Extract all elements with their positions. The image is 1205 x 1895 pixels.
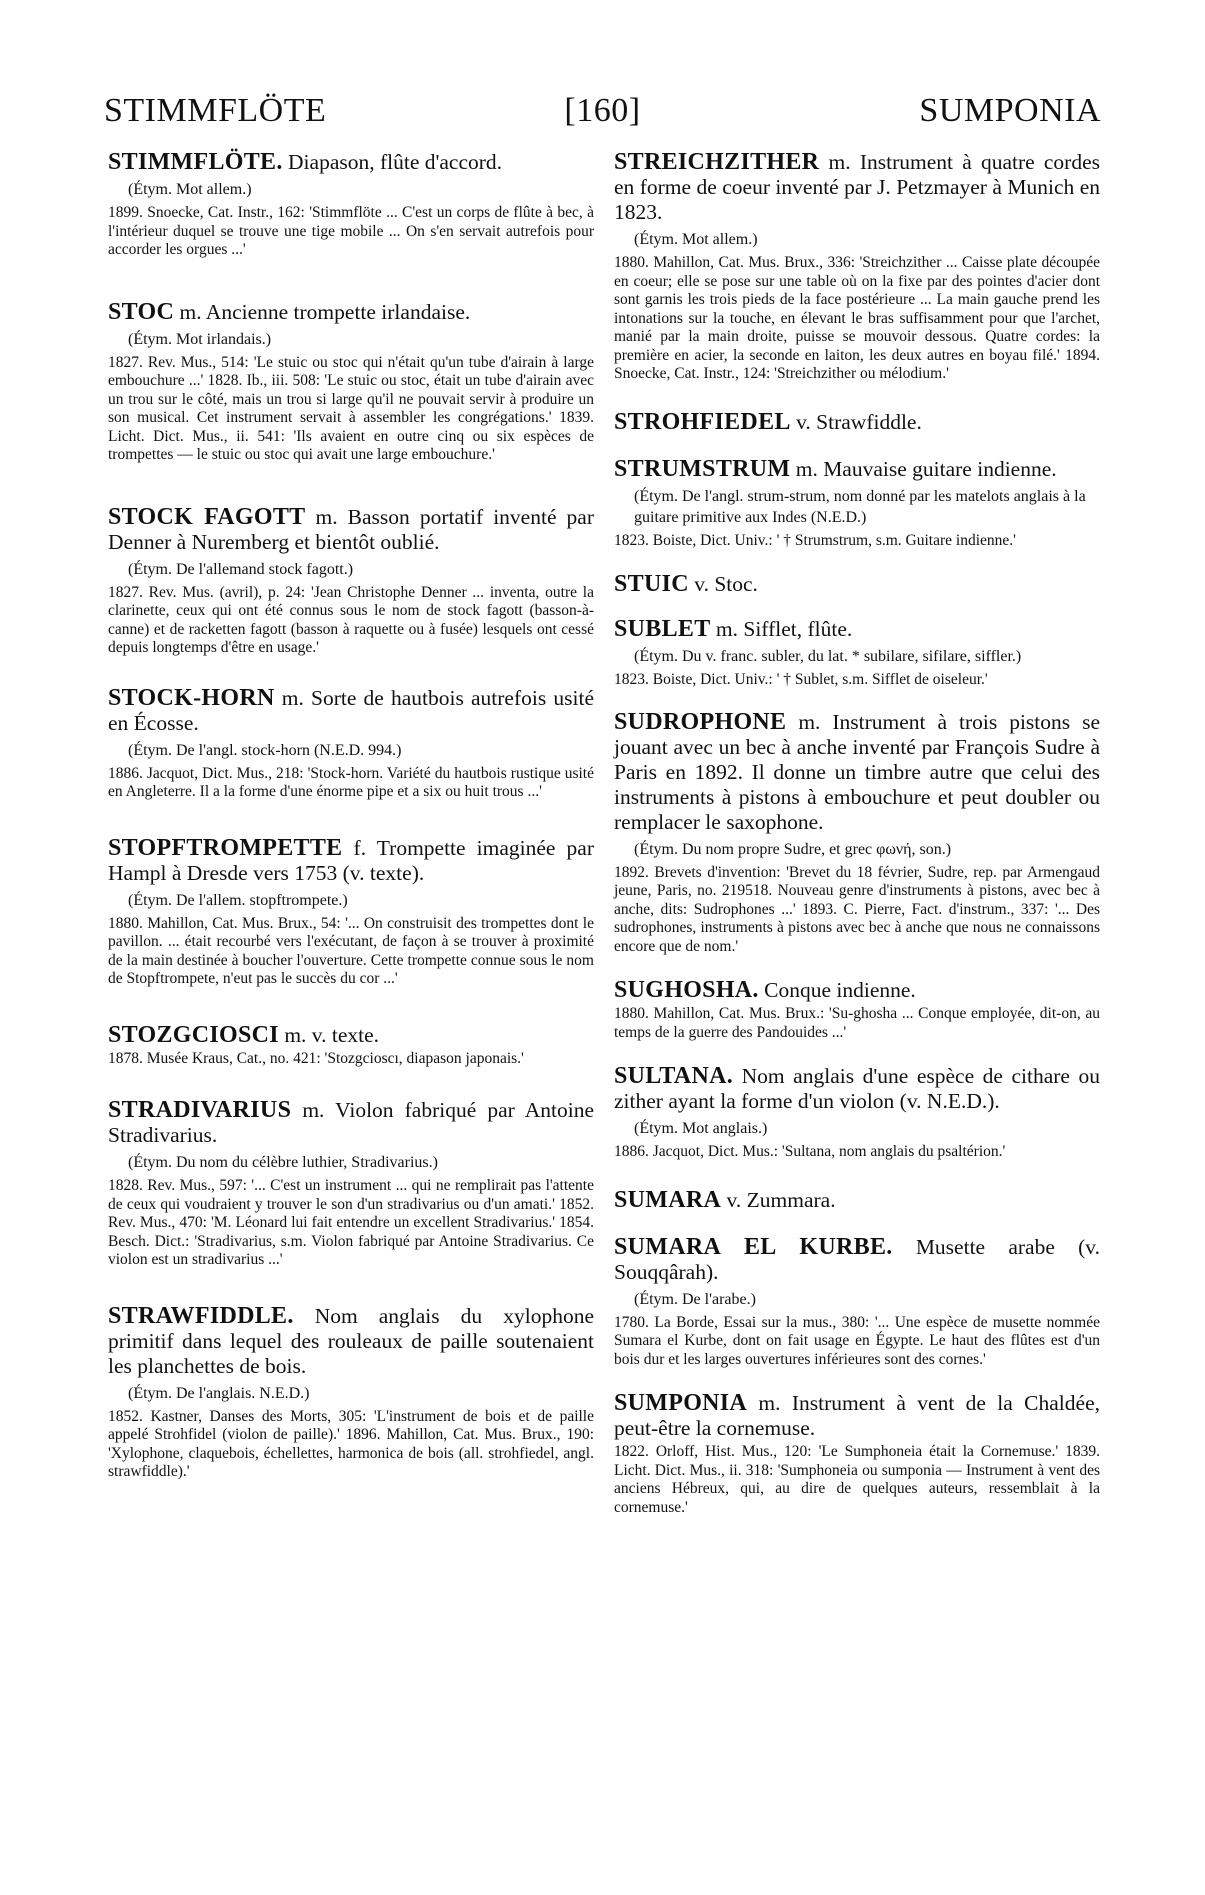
dictionary-entry: [614, 978, 1100, 1042]
definition: v. Strawfiddle.: [790, 409, 922, 434]
dictionary-entry: [614, 572, 1100, 597]
dictionary-entry: [108, 686, 594, 802]
dictionary-entry: [614, 1064, 1100, 1162]
definition: Conque indienne.: [758, 978, 916, 1002]
headword: STOCK FAGOTT: [108, 503, 306, 530]
headword: STOZGCIOSCI: [108, 1021, 279, 1048]
definition: Musette arabe (v. Souqqârah).: [614, 1234, 1100, 1284]
entry-heading: [108, 836, 594, 886]
definition: m. Sorte de hautbois autrefois usité en Écosse.: [108, 685, 594, 735]
citations: 1880. Mahillon, Cat. Mus. Brux., 54: '... On construisit des trompettes dont le pavillon. ... était recourbé vers l'exécutant, de façon à se trouver à proximité de la main destinée à boucher l'ouverture. Cette trompette connue sous le nom de Stopftrompete, n'eut pas le succès du cor ...': [108, 914, 594, 987]
definition: m. Sifflet, flûte.: [710, 617, 853, 641]
citations: 1827. Rev. Mus. (avril), p. 24: 'Jean Christophe Denner ... inventa, outre la clarinette, ceux qui ont été connus sous le nom de stock fagott (basson-à-canne) et de racketten fagott (basson à raquette ou à fusée) lesquels ont cessé depuis longtemps d'être en usage.': [108, 583, 594, 656]
etymology: (Étym. Mot allem.): [128, 181, 252, 198]
entry-heading: [614, 1064, 1100, 1114]
running-head: [104, 92, 1101, 142]
left-column: [108, 150, 594, 1482]
entry-heading: [614, 978, 1100, 1003]
etymology: (Étym. Mot irlandais.): [128, 330, 272, 348]
entry-heading: [108, 505, 594, 555]
entry-heading: [614, 410, 1100, 435]
entry-heading: [614, 1391, 1100, 1441]
definition: Diapason, flûte d'accord.: [282, 150, 503, 174]
citations: 1823. Boiste, Dict. Univ.: ' † Sublet, s.m. Sifflet de oiseleur.': [614, 671, 988, 688]
etymology: (Étym. Mot allem.): [634, 231, 758, 248]
entry-heading: [614, 572, 1100, 597]
headword: STRADIVARIUS: [108, 1097, 292, 1123]
dictionary-entry: [614, 710, 1100, 957]
entry-heading: [614, 1188, 1100, 1213]
citations: 1880. Mahillon, Cat. Mus. Brux.: 'Su-ghosha ... Conque employée, dit-on, au temps de la guerre des Pandouides ...': [614, 1005, 1100, 1041]
dictionary-entry: [614, 617, 1100, 690]
headword: SUGHOSHA.: [614, 977, 759, 1003]
citations: 1880. Mahillon, Cat. Mus. Brux., 336: 'Streichzither ... Caisse plate découpée en coeur; elle se pose sur une table où on la fixe par des pointes d'acier dont sont garnis les trois pieds de la face postérieure ... La main gauche prend les intonations sur la touche, en élevant le bras suffisamment pour que l'archet, manié par la main droite, puisse se mouvoir dessous. Quatre cordes: la première en acier, la seconde en laiton, les deux autres en boyau filé.' 1894. Snoecke, Cat. Instr., 124: 'Streichzither ou mélodium.': [614, 254, 1100, 382]
headword: SUMARA: [614, 1186, 722, 1213]
entry-heading: [614, 617, 1100, 642]
etymology: (Étym. De l'allemand stock fagott.): [128, 560, 354, 578]
entry-heading: [108, 1023, 594, 1048]
headword: STROHFIEDEL: [614, 408, 791, 435]
citations: 1822. Orloff, Hist. Mus., 120: 'Le Sumphoneia était la Cornemuse.' 1839. Licht. Dict. Mus., ii. 318: 'Sumphoneia ou sumponia — Instrument à vent des anciens Hébreux, qui, au dire de quelques auteurs, ressemblait à la cornemuse.': [614, 1443, 1100, 1516]
headword: SULTANA.: [614, 1063, 734, 1089]
headword: STREICHZITHER: [614, 149, 820, 175]
citations: 1892. Brevets d'invention: 'Brevet du 18 février, Sudre, rep. par Armengaud jeune, Paris, no. 219518. Nouveau genre d'instruments à pistons, avec bec à anche, dits: Sudrophones ...' 1893. C. Pierre, Fact. d'instrum., 337: '... Des sudrophones, instruments à pistons avec bec à anche que nous ne connaissons encore que de nom.': [614, 863, 1100, 955]
headword: STUIC: [614, 571, 689, 597]
citations: 1886. Jacquot, Dict. Mus., 218: 'Stock-horn. Variété du hautbois rustique usité en Angleterre. Il a la forme d'une énorme pipe et a six ou huit trous ...': [108, 764, 594, 800]
headword: STOPFTROMPETTE: [108, 834, 343, 861]
etymology: (Étym. De l'angl. strum-strum, nom donné par les matelots anglais à la guitare primitive aux Indes (N.E.D.): [634, 487, 1086, 526]
etymology: (Étym. Du v. franc. subler, du lat. * subilare, sifilare, siffler.): [634, 648, 1022, 665]
definition: m. Basson portatif inventé par Denner à Nuremberg et bientôt oublié.: [108, 504, 594, 554]
entry-heading: [108, 300, 594, 325]
etymology: (Étym. Du nom du célèbre luthier, Stradivarius.): [128, 1154, 438, 1171]
running-head-left: STIMMFLÖTE: [104, 92, 327, 129]
headword: STOC: [108, 298, 175, 325]
running-head-right: SUMPONIA: [919, 92, 1101, 129]
headword: STIMMFLÖTE.: [108, 149, 283, 175]
dictionary-entry: [108, 1023, 594, 1069]
dictionary-entry: [614, 1188, 1100, 1213]
definition: f. Trompette imaginée par Hampl à Dresde vers 1753 (v. texte).: [108, 835, 594, 885]
citations: 1780. La Borde, Essai sur la mus., 380: '... Une espèce de musette nommée Sumara el Kurbe, dont on fait usage en Égypte. Le haut des flûtes est d'un bois dur et les larges ouvertures inférieures sont des cornes.': [614, 1313, 1100, 1368]
etymology: (Étym. Mot anglais.): [634, 1120, 768, 1137]
entry-heading: [614, 457, 1100, 482]
headword: SUMPONIA: [614, 1390, 748, 1416]
definition: m. Instrument à vent de la Chaldée, peut-être la cornemuse.: [614, 1391, 1100, 1440]
entry-heading: [614, 1235, 1100, 1285]
etymology: (Étym. De l'arabe.): [634, 1290, 756, 1308]
dictionary-entry: [108, 505, 594, 658]
headword: STRUMSTRUM: [614, 455, 791, 482]
definition: m. Mauvaise guitare indienne.: [790, 456, 1057, 481]
citations: 1852. Kastner, Danses des Morts, 305: 'L'instrument de bois et de paille appelé Strohfidel (violon de paille).' 1896. Mahillon, Cat. Mus. Brux., 190: 'Xylophone, claquebois, échellettes, harmonica de bois (all. strohfiedel, angl. strawfiddle).': [108, 1407, 594, 1480]
dictionary-entry: [108, 1304, 594, 1482]
definition: m. v. texte.: [278, 1022, 380, 1047]
dictionary-entry: [614, 1391, 1100, 1517]
citations: 1827. Rev. Mus., 514: 'Le stuic ou stoc qui n'était qu'un tube d'airain à large embouchure ...' 1828. Ib., iii. 508: 'Le stuic ou stoc, était un tube d'airain avec un trou sur le côté, mais un trou si large qu'il ne pouvait servir à produire un son musical. Cet instrument servait à assembler les congrégations.' 1839. Licht. Dict. Mus., ii. 541: 'Ils avaient en outre cinq ou six espèces de trompettes — le stuic ou stoc qui avait une large embouchure.': [108, 353, 594, 463]
citations: 1886. Jacquot, Dict. Mus.: 'Sultana, nom anglais du psaltérion.': [614, 1143, 1006, 1160]
headword: STRAWFIDDLE.: [108, 1302, 294, 1329]
definition: m. Violon fabriqué par Antoine Stradivarius.: [108, 1098, 594, 1147]
page-number: [160]: [564, 92, 641, 129]
definition: m. Instrument à trois pistons se jouant avec un bec à anche inventé par François Sudre à Paris en 1892. Il donne un timbre autre que celui des instruments à pistons à embouchure et peut doubler ou remplacer le saxophone.: [614, 709, 1100, 834]
definition: v. Zummara.: [721, 1187, 836, 1212]
definition: m. Instrument à quatre cordes en forme de coeur inventé par J. Petzmayer à Munich en 1823.: [614, 150, 1100, 224]
citations: 1899. Snoecke, Cat. Instr., 162: 'Stimmflöte ... C'est un corps de flûte à bec, à l'intérieur duquel se trouve une tige mobile ... On s'en servait autrefois pour accorder les orgues ...': [108, 204, 594, 258]
headword: SUDROPHONE: [614, 708, 787, 735]
citations: 1823. Boiste, Dict. Univ.: ' † Strumstrum, s.m. Guitare indienne.': [614, 531, 1016, 549]
etymology: (Étym. De l'allem. stopftrompete.): [128, 891, 348, 909]
entry-heading: [108, 1098, 594, 1148]
entry-heading: [614, 150, 1100, 225]
entry-heading: [108, 686, 594, 736]
entry-heading: [108, 1304, 594, 1379]
dictionary-entry: [108, 836, 594, 989]
dictionary-entry: [614, 457, 1100, 551]
citations: 1878. Musée Kraus, Cat., no. 421: 'Stozgcioscı, diapason japonais.': [108, 1049, 524, 1067]
definition: m. Ancienne trompette irlandaise.: [174, 299, 471, 324]
etymology: (Étym. De l'angl. stock-horn (N.E.D. 994.): [128, 741, 402, 759]
definition: Nom anglais d'une espèce de cithare ou zither ayant la forme d'un violon (v. N.E.D.).: [614, 1064, 1100, 1113]
entry-heading: [614, 710, 1100, 835]
dictionary-entry: [108, 300, 594, 465]
dictionary-entry: [108, 150, 594, 260]
right-column: [614, 150, 1100, 1517]
etymology: (Étym. Du nom propre Sudre, et grec φωνή, son.): [634, 840, 952, 858]
dictionary-entry: [614, 1235, 1100, 1370]
headword: STOCK-HORN: [108, 684, 275, 711]
headword: SUBLET: [614, 616, 711, 642]
dictionary-entry: [614, 150, 1100, 384]
dictionary-entry: [614, 410, 1100, 435]
etymology: (Étym. De l'anglais. N.E.D.): [128, 1384, 310, 1402]
dictionary-entry: [108, 1098, 594, 1270]
definition: v. Stoc.: [688, 572, 758, 596]
definition: Nom anglais du xylophone primitif dans lequel des rouleaux de paille soutenaient les planchettes de bois.: [108, 1303, 594, 1378]
headword: SUMARA EL KURBE.: [614, 1233, 893, 1260]
citations: 1828. Rev. Mus., 597: '... C'est un instrument ... qui ne remplirait pas l'attente de ceux qui voudraient y trouver le son d'un stradivarius ou d'un amati.' 1852. Rev. Mus., 470: 'M. Léonard lui fait entendre un excellent Stradivarius.' 1854. Besch. Dict.: 'Stradivarius, s.m. Violon fabriqué par Antoine Stradivarius. Ce violon est un stradivarius ...': [108, 1177, 594, 1268]
entry-heading: [108, 150, 594, 175]
